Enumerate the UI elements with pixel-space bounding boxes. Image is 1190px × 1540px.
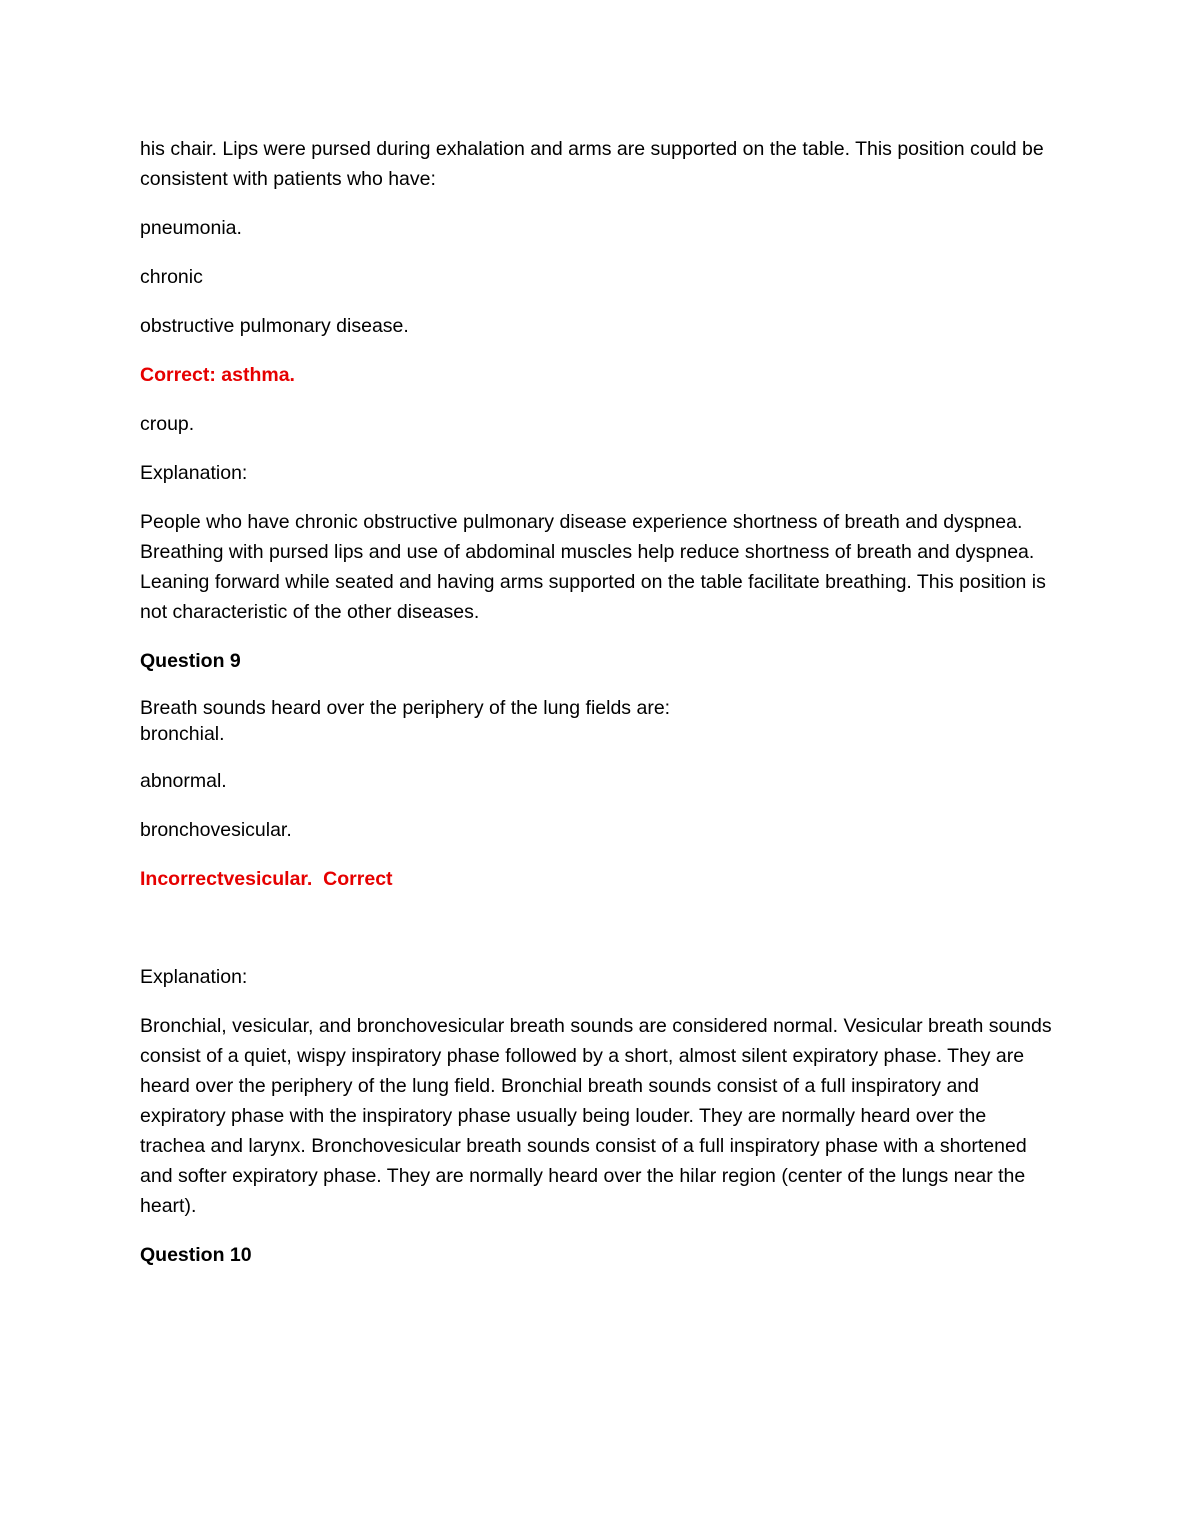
q9-option-bronchial: bronchial. [140, 723, 225, 745]
q9-option-bronchovesicular: bronchovesicular. [140, 819, 292, 841]
q8-explanation-text: People who have chronic obstructive pulmonary disease experience shortness of breath and dyspnea. Breathing with pursed lips and use of abdominal muscles help reduce shortness of breath and dyspnea. Leaning forward while seated and having arms supported on the table facilitate breathing. This position is not characteristic of the other diseases. [140, 511, 1046, 623]
q9-answer-feedback: Incorrectvesicular. Correct [140, 868, 393, 890]
blank-spacer [140, 913, 1052, 962]
document-page [140, 134, 1052, 1289]
q8-option-croup: croup. [140, 413, 195, 435]
q8-correct-answer: Correct: asthma. [140, 364, 295, 386]
q8-option-copd: obstructive pulmonary disease. [140, 315, 409, 337]
question-9-title: Question 9 [140, 650, 241, 672]
question-10-title: Question 10 [140, 1244, 252, 1266]
q8-option-chronic: chronic [140, 266, 203, 288]
q9-stem: Breath sounds heard over the periphery of the lung fields are: [140, 697, 671, 719]
q8-explanation-label: Explanation: [140, 462, 248, 484]
q9-explanation-label: Explanation: [140, 966, 248, 988]
q8-option-pneumonia: pneumonia. [140, 217, 242, 239]
q9-explanation-text: Bronchial, vesicular, and bronchovesicular breath sounds are considered normal. Vesicular breath sounds consist of a quiet, wispy inspiratory phase followed by a short, almost silent expiratory phase. They are heard over the periphery of the lung field. Bronchial breath sounds consist of a full inspiratory and expiratory phase with the inspiratory phase usually being louder. They are normally heard over the trachea and larynx. Bronchovesicular breath sounds consist of a full inspiratory phase with a shortened and softer expiratory phase. They are normally heard over the hilar region (center of the lungs near the heart). [140, 1015, 1052, 1217]
q9-option-abnormal: abnormal. [140, 770, 227, 792]
q8-stem-continuation: his chair. Lips were pursed during exhalation and arms are supported on the table. This position could be consistent with patients who have: [140, 138, 1044, 190]
